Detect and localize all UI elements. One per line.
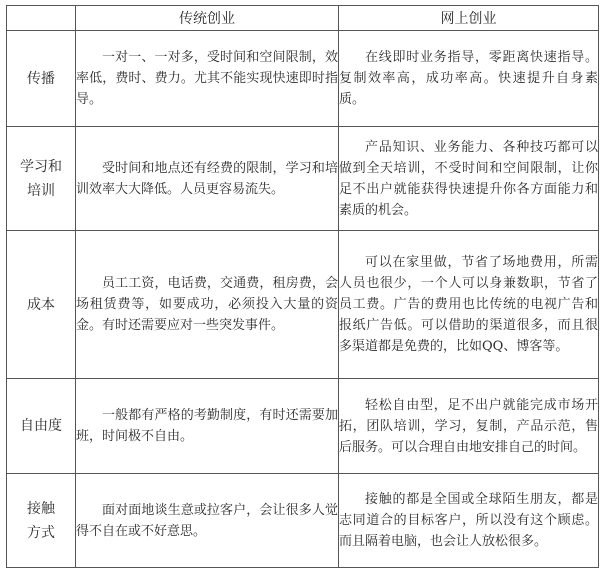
table-row bbox=[7, 474, 599, 568]
row-label: 成本 bbox=[7, 231, 76, 379]
traditional-text: 一般都有严格的考勤制度，有时还需要加班，时间极不自由。 bbox=[76, 408, 338, 444]
header-blank bbox=[7, 6, 76, 31]
header-online: 网上创业 bbox=[339, 6, 599, 31]
online-text: 轻松自由型，足不出户就能完成市场开拓，团队培训，学习，复制，产品示范，售后服务。可以合理自由地安排自己的时间。 bbox=[339, 397, 598, 455]
traditional-cell bbox=[76, 31, 339, 127]
header-traditional: 传统创业 bbox=[76, 6, 339, 31]
header-row bbox=[7, 6, 599, 31]
online-cell bbox=[339, 379, 599, 474]
online-cell bbox=[339, 231, 599, 379]
online-text: 产品知识、业务能力、各种技巧都可以做到全天培训，不受时间和空间限制，让你足不出户就能获得快速提升你各方面能力和素质的机会。 bbox=[339, 139, 598, 218]
row-label: 传播 bbox=[7, 31, 76, 127]
traditional-text: 面对面地谈生意或拉客户，会让很多人觉得不自在或不好意思。 bbox=[76, 502, 338, 539]
traditional-text: 一对一、一对多，受时间和空间限制，效率低，费时、费力。尤其不能实现快速即时指导。 bbox=[76, 50, 338, 107]
row-label: 学习和培训 bbox=[7, 127, 76, 231]
table-row bbox=[7, 127, 599, 231]
row-label: 接触方式 bbox=[7, 474, 76, 568]
online-text: 可以在家里做，节省了场地费用，所需人员也很少，一个人可以身兼数职，节省了员工费。广告的费用也比传统的电视广告和报纸广告低。可以借助的渠道很多，而且很多渠道都是免费的，比如QQ、博客等。 bbox=[339, 255, 598, 354]
table-row bbox=[7, 379, 599, 474]
comparison-table bbox=[6, 5, 599, 568]
traditional-text: 员工工资，电话费，交通费，租房费，会场租赁费等，如要成功，必须投入大量的资金。有时还需要应对一些突发事件。 bbox=[76, 276, 338, 333]
traditional-text: 受时间和地点还有经费的限制，学习和培训效率大大降低。人员更容易流失。 bbox=[76, 160, 338, 197]
online-text: 接触的都是全国或全球陌生朋友，都是志同道合的目标客户，所以没有这个顾虑。而且隔着电脑，也会让人放松很多。 bbox=[339, 492, 598, 549]
traditional-cell bbox=[76, 474, 339, 568]
table-row bbox=[7, 31, 599, 127]
traditional-cell bbox=[76, 127, 339, 231]
online-text: 在线即时业务指导，零距离快速指导。复制效率高，成功率高。快速提升自身素质。 bbox=[339, 50, 598, 107]
online-cell bbox=[339, 31, 599, 127]
online-cell bbox=[339, 127, 599, 231]
online-cell bbox=[339, 474, 599, 568]
row-label: 自由度 bbox=[7, 379, 76, 474]
traditional-cell bbox=[76, 231, 339, 379]
table-row bbox=[7, 231, 599, 379]
traditional-cell bbox=[76, 379, 339, 474]
